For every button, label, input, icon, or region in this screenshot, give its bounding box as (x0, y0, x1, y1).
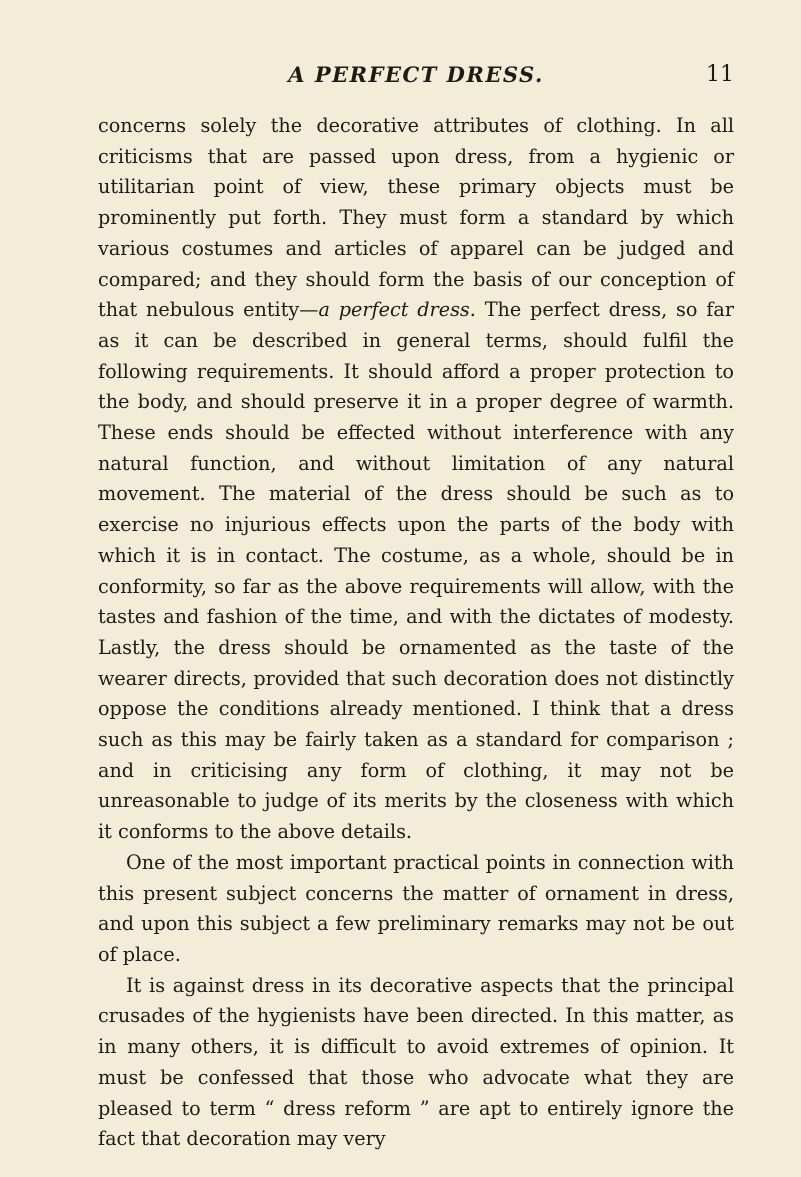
paragraph-2: One of the most important practical points in connection with this present subject concerns the matter of ornament in dress, and upon this subject a few preliminary remarks may not be out of place. (98, 850, 734, 966)
paragraph-3: It is against dress in its decorative aspects that the principal crusades of the hygienists have been directed. In this matter, as in many others, it is difficult to avoid extremes of opinion. It must be confessed that those who advocate what they are pleased to term “ dress reform ” are apt to entirely ignore the fact that decoration may very (98, 973, 734, 1151)
running-title: A PERFECT DRESS. (288, 62, 544, 87)
paragraph-1 (98, 111, 734, 848)
paragraph-1-text-before: concerns solely the decorative attributes of clothing. In all criticisms that are passed upon dress, from a hygienic or utilitarian point of view, these primary objects must be prominently put forth. They must form a standard by which various costumes and articles of apparel can be judged and compared; and they should form the basis of our conception of that nebulous entity— (98, 114, 734, 322)
running-head (98, 62, 734, 96)
paragraph-1-emphasis: a perfect dress. (318, 298, 476, 322)
page-number: 11 (706, 62, 734, 87)
paragraph-1-text-after: The perfect dress, so far as it can be described in general terms, should fulfil the following requirements. It should afford a proper protection to the body, and should preserve it in a proper degree of warmth. These ends should be effected without interference with any natural function, and without limitation of any natural movement. The material of the dress should be such as to exercise no injurious effects upon the parts of the body with which it is in contact. The costume, as a whole, should be in conformity, so far as the above requirements will allow, with the tastes and fashion of the time, and with the dictates of modesty. Lastly, the dress should be ornamented as the taste of the wearer directs, provided that such decoration does not distinctly oppose the conditions already mentioned. I think that a dress such as this may be fairly taken as a standard for comparison ; and in criticising any form of clothing, it may not be unreasonable to judge of its merits by the closeness with which it conforms to the above details. (98, 298, 734, 844)
body-text (98, 111, 734, 1155)
